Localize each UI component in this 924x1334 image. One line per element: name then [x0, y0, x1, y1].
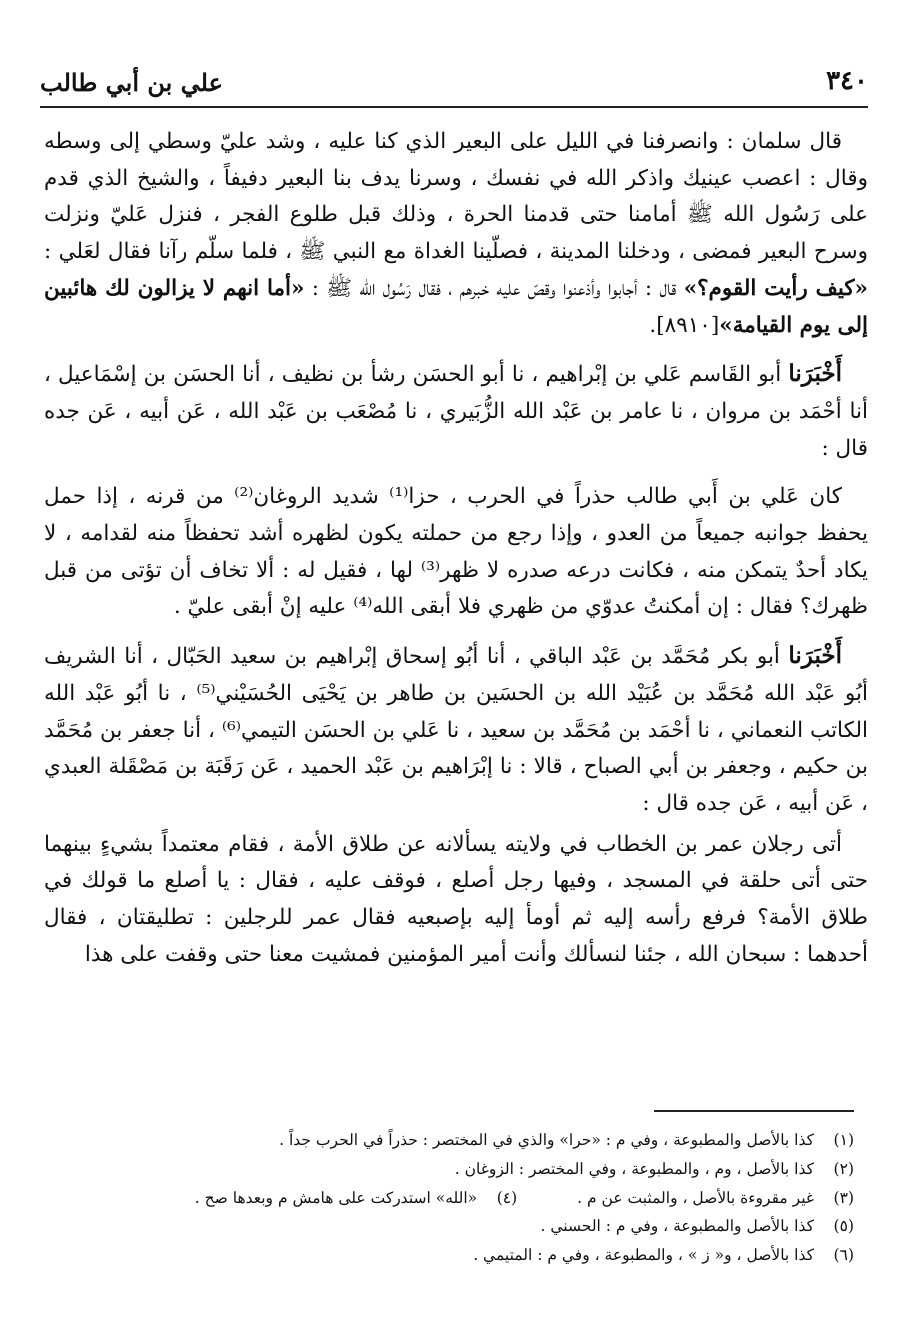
- footnote-text: كذا بالأصل والمطبوعة ، وفي م : الحسني .: [540, 1217, 814, 1236]
- running-title: علي بن أبي طالب: [40, 68, 223, 97]
- footnote-number: (١): [833, 1131, 854, 1149]
- isnad-paragraph: [44, 356, 868, 467]
- footnote-text: كذا بالأصل ، وم ، والمطبوعة ، وفي المختصر : الزوغان .: [454, 1159, 814, 1178]
- footnote-text: كذا بالأصل ، و« ز » ، والمطبوعة ، وفي م : المتيمي .: [473, 1246, 814, 1265]
- page-number: ٣٤٠: [826, 66, 868, 96]
- footnote: [100, 1126, 854, 1155]
- paragraph-text: كان عَلي بن أَبي طالب حذراً في الحرب ، حزا⁽¹⁾ شديد الروغان⁽²⁾ من قرنه ، إذا حمل يحفظ جوانبه جميعاً من العدو ، وإذا رجع من حملته يكون لظهره أشد تحفظاً منه لقدامه ، لا يكاد أحدٌ يتمكن منه ، فكانت درعه صدره لا ظهر⁽³⁾ لها ، فقيل له : ألا تخاف أن تؤتى من قبل ظهرك؟ فقال : إن أمكنتُ عدوّي من ظهري فلا أبقى الله⁽⁴⁾ عليه إنْ أبقى عليّ .: [44, 484, 868, 620]
- paragraph-text: أتى رجلان عمر بن الخطاب في ولايته يسألانه عن طلاق الأمة ، فقام معتمداً بشيءٍ بينهما حتى أتى حلقة في المسجد ، وفيها رجل أصلع ، فوقف عليه ، فقال : يا أصلع ما قولك في طلاق الأمة؟ فرفع رأسه إليه ثم أومأ إليه بإصبعيه فقال عمر للرجلين : تطليقتان ، فقال أحدهما : سبحان الله ، جئنا لنسألك وأنت أمير المؤمنين فمشيت معنا حتى وقفت على هذا: [44, 831, 868, 967]
- footnote-number: (٤): [496, 1188, 518, 1207]
- footnote-number: (٥): [833, 1217, 854, 1236]
- isnad-lead-word: أَخْبَرَنا: [788, 360, 842, 388]
- narration-paragraph: [44, 479, 868, 626]
- paragraph-text: قال سلمان : وانصرفنا في الليل على البعير الذي كنا عليه ، وشد عليّ وسطي إلى وسطه وقال : اعصب عينيك واذكر الله في نفسك ، وسرنا يدف بنا البعير دفيفاً ، والشيخ الذي قدم على رَسُول الله ﷺ أمامنا حتى قدمنا الحرة ، وذلك قبل طلوع الفجر ، فنزل عَليّ ونزلت وسرح البعير فمضى ، ودخلنا المدينة ، فصلّينا الغداة مع النبي ﷺ ، فلما سلّم رآنا فقال لعَلي :: [44, 129, 868, 265]
- header-rule: [40, 106, 868, 108]
- footnote-number: (٢): [833, 1159, 854, 1178]
- footnote-rule: [654, 1110, 854, 1112]
- footnotes: [100, 1126, 854, 1270]
- footnote-text: غير مقروءة بالأصل ، والمثبت عن م .: [577, 1188, 814, 1207]
- paragraph-text: أبو القَاسم عَلي بن إبْراهيم ، نا أبو الحسَن رشأ بن نظيف ، أنا الحسَن بن إسْمَاعيل ، أنا أحْمَد بن مروان ، نا عامر بن عَبْد الله الزُّبَيري ، نا مُصْعَب بن عَبْد الله ، عَن أبيه ، عَن جده قال :: [44, 362, 868, 461]
- footnote: [100, 1184, 854, 1213]
- narration-paragraph: [44, 827, 868, 974]
- hadith-quote: «كيف رأيت القوم؟»: [683, 275, 868, 301]
- paragraph-text: قال : أجابوا وأذعنوا وقصّ عليه خبرهم ، فقال رَسُول الله ﷺ :: [304, 275, 684, 301]
- footnote-text: كذا بالأصل والمطبوعة ، وفي م : «حرا» والذي في المختصر : حذراً في الحرب جداً .: [279, 1131, 814, 1149]
- footnote: [100, 1241, 854, 1270]
- isnad-lead-word: أَخْبَرَنا: [788, 642, 842, 670]
- paragraph-salman: [44, 124, 868, 344]
- footnote-text: «الله» استدركت على هامش م وبعدها صح .: [194, 1188, 478, 1207]
- footnote: [100, 1155, 854, 1184]
- footnote: [100, 1212, 854, 1241]
- footnote-number: (٣): [833, 1188, 854, 1207]
- paragraph-text: أبو بكر مُحَمَّد بن عَبْد الباقي ، أنا أبُو إسحاق إبْراهيم بن سعيد الحَبّال ، أنا الشريف أبُو عَبْد الله مُحَمَّد بن عُبَيْد الله بن الحسَين بن طاهر بن يَحْيَى الحُسَيْني⁽⁵⁾ ، نا أبُو عَبْد الله الكاتب النعماني ، نا أحْمَد بن مُحَمَّد بن سعيد ، نا عَلي بن الحسَن التيمي⁽⁶⁾ ، أنا جعفر بن مُحَمَّد بن حكيم ، وجعفر بن أبي الصباح ، قالا : نا إبْرَاهيم بن عَبْد الحميد ، عَن رَقَبَة بن مَصْقَلة العبدي ، عَن أبيه ، عَن جده قال :: [44, 644, 868, 816]
- main-text: [44, 124, 868, 985]
- hadith-reference: [٨٩١٠].: [649, 312, 720, 338]
- hadith-quote: «أما انهم لا يزالون لك هائبين إلى يوم القيامة»: [44, 275, 868, 338]
- isnad-paragraph: [44, 638, 868, 823]
- page-header: [40, 66, 868, 106]
- footnote-number: (٦): [833, 1246, 854, 1265]
